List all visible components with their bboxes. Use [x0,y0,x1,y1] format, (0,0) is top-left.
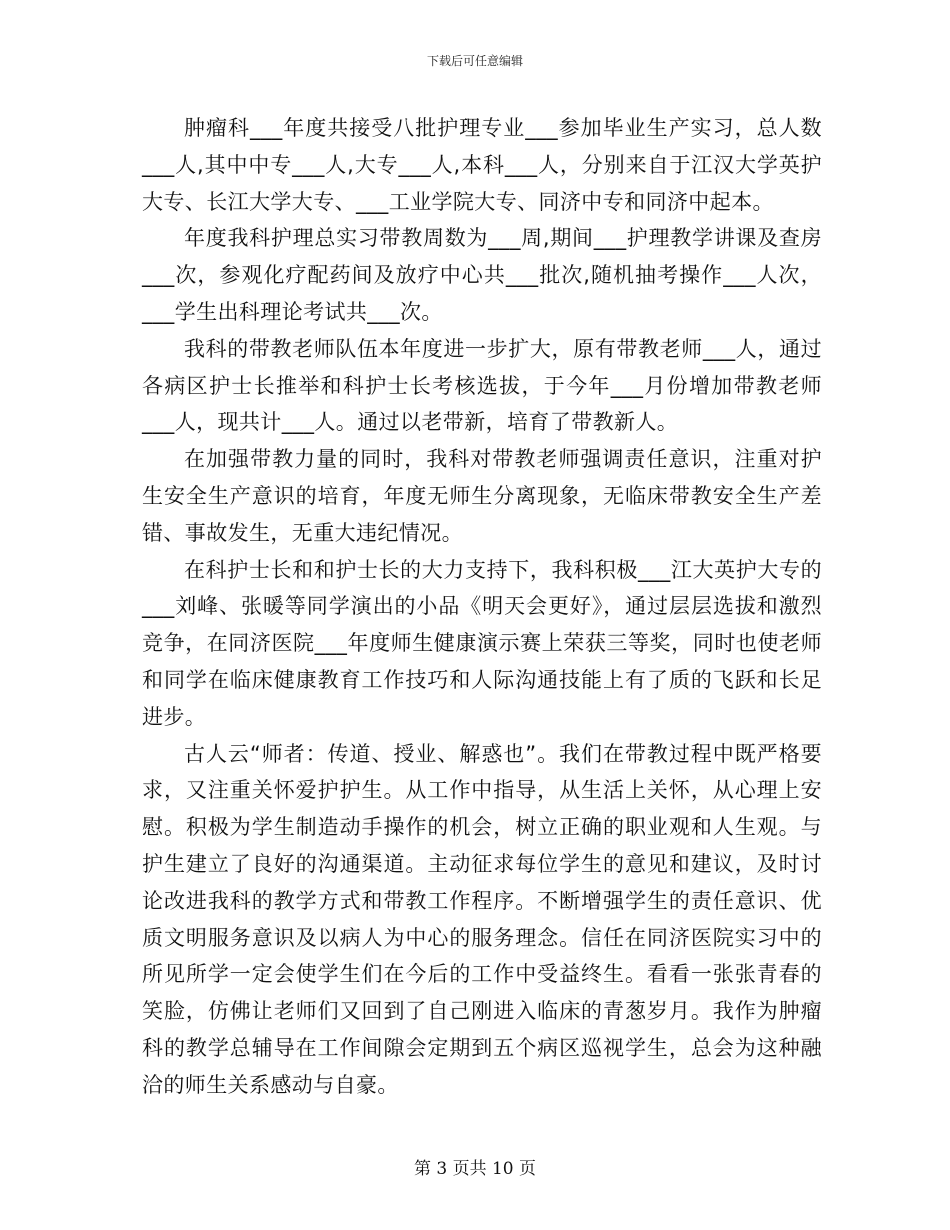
paragraph-4: 在加强带教力量的同时，我科对带教老师强调责任意识，注重对护生安全生产意识的培育，年度无师生分离现象，无临床带教安全生产差错、事故发生，无重大违纪情况。 [142,447,822,545]
paragraph-2: 年度我科护理总实习带教周数为___周,期间___护理教学讲课及查房___次，参观化疗配药间及放疗中心共___批次,随机抽考操作___人次，___学生出科理论考试共___次。 [142,226,822,324]
page-number-footer: 第 3 页共 10 页 [413,1159,537,1179]
page-header: 下载后可任意编辑 [426,54,523,68]
document-body [142,110,822,1104]
paragraph-5: 在科护士长和和护士长的大力支持下，我科积极___江大英护大专的___刘峰、张暖等同学演出的小品《明天会更好》，通过层层选拔和激烈竞争，在同济医院___年度师生健康演示赛上荣获三等奖，同时也使老师和同学在临床健康教育工作技巧和人际沟通技能上有了质的飞跃和长足进步。 [142,557,822,729]
paragraph-3: 我科的带教老师队伍本年度进一步扩大，原有带教老师___人，通过各病区护士长推举和科护士长考核选拔，于今年___月份增加带教老师___人，现共计___人。通过以老带新，培育了带教新人。 [142,336,822,435]
paragraph-6: 古人云“师者：传道、授业、解惑也”。我们在带教过程中既严格要求，又注重关怀爱护护生。从工作中指导，从生活上关怀，从心理上安慰。积极为学生制造动手操作的机会，树立正确的职业观和人生观。与护生建立了良好的沟通渠道。主动征求每位学生的意见和建议，及时讨论改进我科的教学方式和带教工作程序。不断增强学生的责任意识、优质文明服务意识及以病人为中心的服务理念。信任在同济医院实习中的所见所学一定会使学生们在今后的工作中受益终生。看看一张张青春的笑脸，仿佛让老师们又回到了自己刚进入临床的青葱岁月。我作为肿瘤科的教学总辅导在工作间隙会定期到五个病区巡视学生，总会为这种融洽的师生关系感动与自豪。 [142,741,822,1097]
paragraph-1: 肿瘤科___年度共接受八批护理专业___参加毕业生产实习，总人数___人,其中中专___人,大专___人,本科___人，分别来自于江汉大学英护大专、长江大学大专、___工业学院大专、同济中专和同济中起本。 [142,116,822,214]
